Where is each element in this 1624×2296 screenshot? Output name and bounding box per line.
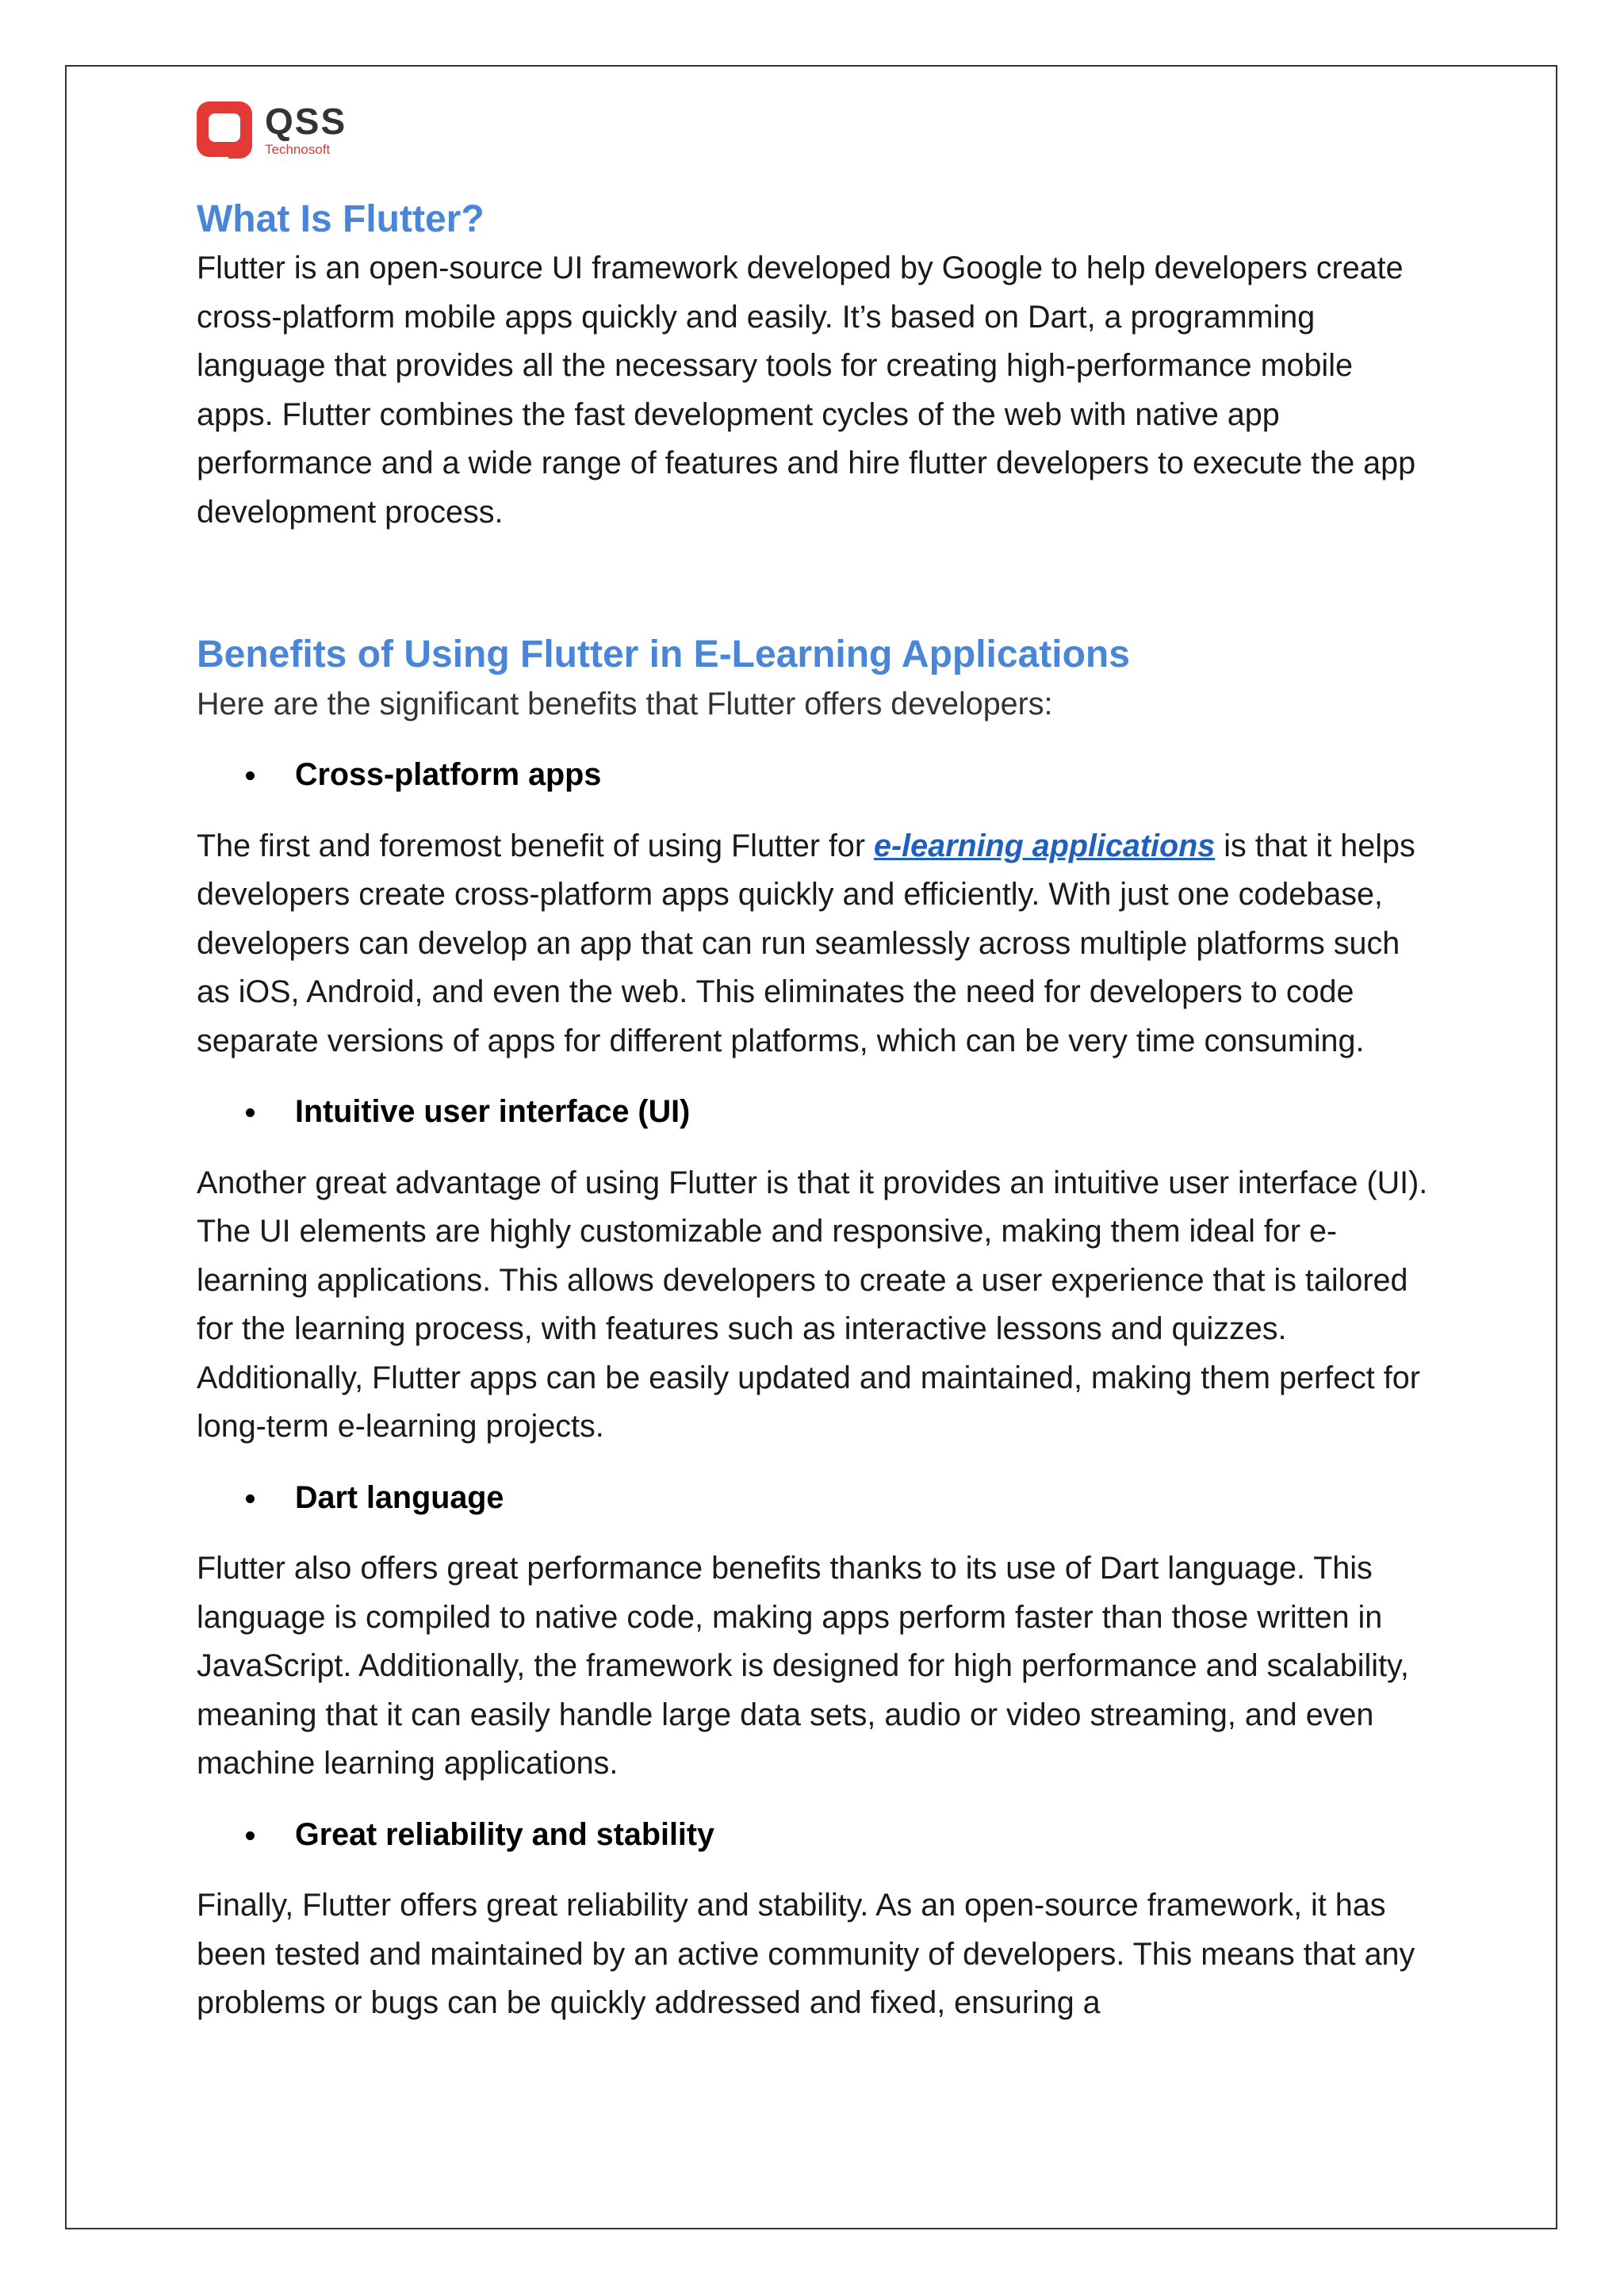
section-heading-benefits: Benefits of Using Flutter in E-Learning Applications — [197, 633, 1130, 676]
bullet-dart-language: Dart language — [197, 1474, 1434, 1523]
logo-subtitle: Technosoft — [265, 141, 331, 157]
bullet-reliability: Great reliability and stability — [197, 1811, 1434, 1860]
dart-language-paragraph: Flutter also offers great performance benefits thanks to its use of Dart language. This language is compiled to native code, making apps perform faster than those written in JavaScript. Additionally, the framework is designed for high performance and scalability, meaning that it can easily handle large data sets, audio or video streaming, and even machine learning applications. — [197, 1551, 1409, 1781]
section-heading-what-is-flutter: What Is Flutter? — [197, 198, 485, 240]
benefits-intro: Here are the significant benefits that Flutter offers developers: — [197, 686, 1053, 721]
cross-platform-text-after: is that it helps developers create cross-platform apps quickly and efficiently. With just one codebase, developers can develop an app that can run seamlessly across multiple platforms such as iOS, Android, and even the web. This eliminates the need for developers to code separate versions of apps for different platforms, which can be very time consuming. — [197, 828, 1415, 1058]
document-content — [197, 94, 1434, 2028]
bullet-cross-platform: Cross-platform apps — [197, 751, 1434, 800]
qss-logo-icon — [197, 101, 252, 157]
cross-platform-paragraph — [197, 822, 1434, 1066]
cross-platform-text-before: The first and foremost benefit of using Flutter for — [197, 828, 875, 863]
bullet-intuitive-ui: Intuitive user interface (UI) — [197, 1088, 1434, 1137]
reliability-paragraph: Finally, Flutter offers great reliability and stability. As an open-source framework, it has been tested and maintained by an active community of developers. This means that any problems or bugs can be quickly addressed and fixed, ensuring a — [197, 1888, 1415, 2021]
intuitive-ui-paragraph: Another great advantage of using Flutter is that it provides an intuitive user interface (UI). The UI elements are highly customizable and responsive, making them ideal for e-learning applications. This allows developers to create a user experience that is tailored for the learning process, with features such as interactive lessons and quizzes. Additionally, Flutter apps can be easily updated and maintained, making them perfect for long-term e-learning projects. — [197, 1165, 1428, 1445]
e-learning-applications-link[interactable]: e-learning applications — [874, 828, 1216, 863]
what-is-flutter-paragraph: Flutter is an open-source UI framework developed by Google to help developers create cross-platform mobile apps quickly and easily. It’s based on Dart, a programming language that provides all the necessary tools for creating high-performance mobile apps. Flutter combines the fast development cycles of the web with native app performance and a wide range of features and hire flutter developers to execute the app development process. — [197, 251, 1416, 530]
company-logo — [197, 94, 1434, 165]
logo-name: QSS — [265, 100, 347, 142]
logo-text — [265, 100, 347, 157]
